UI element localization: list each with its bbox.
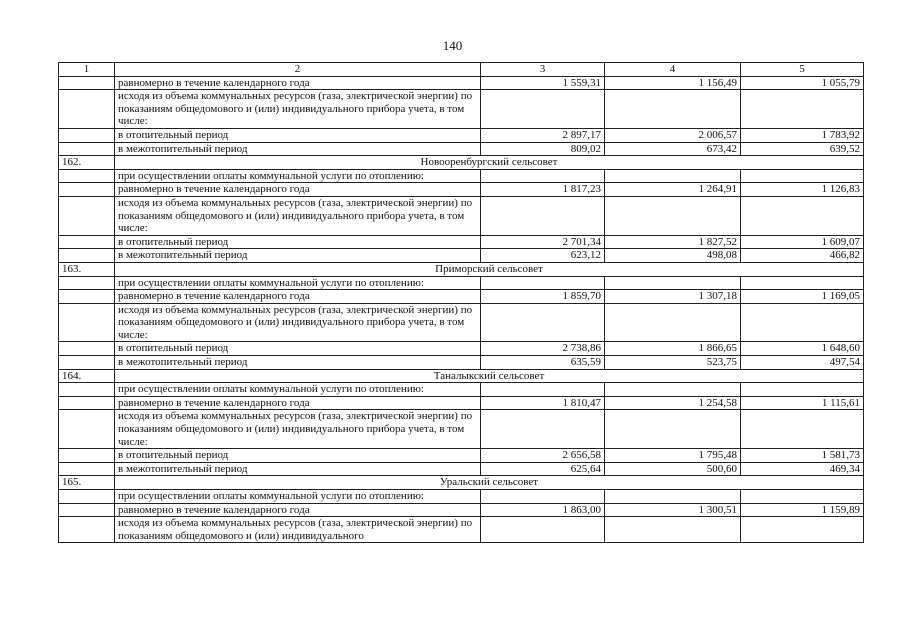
- table-row: [59, 410, 864, 449]
- value-cell: 1 156,49: [605, 76, 741, 90]
- section-title: Новооренбургский сельсовет: [115, 156, 864, 170]
- table-row: [59, 303, 864, 342]
- label-cell: в отопительный период: [115, 235, 481, 249]
- number-cell: [59, 303, 115, 342]
- number-cell: [59, 128, 115, 142]
- label-cell: исходя из объема коммунальных ресурсов (газа, электрической энергии) по показаниям общедомового и (или) индивидуального прибора учета, в том числе:: [115, 196, 481, 235]
- value-cell: [481, 169, 605, 183]
- label-cell: в межотопительный период: [115, 356, 481, 370]
- table-row: [59, 90, 864, 129]
- number-cell: [59, 449, 115, 463]
- value-cell: 1 827,52: [605, 235, 741, 249]
- label-cell: исходя из объема коммунальных ресурсов (газа, электрической энергии) по показаниям общедомового и (или) индивидуального прибора учета, в том числе:: [115, 303, 481, 342]
- section-header-row: [59, 369, 864, 383]
- number-cell: [59, 90, 115, 129]
- section-header-row: [59, 262, 864, 276]
- value-cell: 2 656,58: [481, 449, 605, 463]
- column-header: 1: [59, 63, 115, 77]
- value-cell: 1 159,89: [741, 503, 864, 517]
- value-cell: [741, 490, 864, 504]
- table-row: [59, 356, 864, 370]
- value-cell: 1 307,18: [605, 290, 741, 304]
- column-header: 2: [115, 63, 481, 77]
- table-row: [59, 503, 864, 517]
- value-cell: 625,64: [481, 462, 605, 476]
- label-cell: в отопительный период: [115, 128, 481, 142]
- number-cell: [59, 462, 115, 476]
- tariff-table: [58, 62, 864, 543]
- number-cell: [59, 196, 115, 235]
- number-cell: [59, 183, 115, 197]
- label-cell: исходя из объема коммунальных ресурсов (газа, электрической энергии) по показаниям общедомового и (или) индивидуального прибора учета, в том числе:: [115, 410, 481, 449]
- value-cell: 1 783,92: [741, 128, 864, 142]
- value-cell: 1 810,47: [481, 396, 605, 410]
- value-cell: [605, 517, 741, 543]
- section-title: Уральский сельсовет: [115, 476, 864, 490]
- number-cell: [59, 517, 115, 543]
- section-title: Приморский сельсовет: [115, 262, 864, 276]
- value-cell: [605, 276, 741, 290]
- value-cell: [741, 517, 864, 543]
- value-cell: 2 897,17: [481, 128, 605, 142]
- value-cell: [605, 90, 741, 129]
- table-row: [59, 276, 864, 290]
- label-cell: при осуществлении оплаты коммунальной услуги по отоплению:: [115, 169, 481, 183]
- column-header: 3: [481, 63, 605, 77]
- number-cell: [59, 503, 115, 517]
- value-cell: 639,52: [741, 142, 864, 156]
- label-cell: в межотопительный период: [115, 249, 481, 263]
- label-cell: в отопительный период: [115, 342, 481, 356]
- label-cell: исходя из объема коммунальных ресурсов (газа, электрической энергии) по показаниям общедомового и (или) индивидуального прибора учета, в том числе:: [115, 90, 481, 129]
- table-row: [59, 396, 864, 410]
- value-cell: [481, 517, 605, 543]
- table-row: [59, 290, 864, 304]
- label-cell: равномерно в течение календарного года: [115, 290, 481, 304]
- section-number: 165.: [59, 476, 115, 490]
- section-header-row: [59, 476, 864, 490]
- page-number: 140: [442, 38, 463, 53]
- section-title: Таналыкский сельсовет: [115, 369, 864, 383]
- value-cell: 469,34: [741, 462, 864, 476]
- value-cell: 1 559,31: [481, 76, 605, 90]
- value-cell: [605, 383, 741, 397]
- number-cell: [59, 276, 115, 290]
- label-cell: равномерно в течение календарного года: [115, 396, 481, 410]
- value-cell: [741, 90, 864, 129]
- value-cell: 2 738,86: [481, 342, 605, 356]
- value-cell: 1 795,48: [605, 449, 741, 463]
- label-cell: исходя из объема коммунальных ресурсов (газа, электрической энергии) по показаниям общедомового и (или) индивидуального: [115, 517, 481, 543]
- table-row: [59, 183, 864, 197]
- table-row: [59, 128, 864, 142]
- value-cell: 1 300,51: [605, 503, 741, 517]
- value-cell: [741, 410, 864, 449]
- value-cell: [481, 383, 605, 397]
- table-row: [59, 342, 864, 356]
- number-cell: [59, 290, 115, 304]
- table-row: [59, 383, 864, 397]
- label-cell: при осуществлении оплаты коммунальной услуги по отоплению:: [115, 383, 481, 397]
- section-number: 162.: [59, 156, 115, 170]
- value-cell: 1 581,73: [741, 449, 864, 463]
- section-number: 163.: [59, 262, 115, 276]
- number-cell: [59, 169, 115, 183]
- column-header: 4: [605, 63, 741, 77]
- value-cell: [605, 169, 741, 183]
- value-cell: [741, 276, 864, 290]
- value-cell: 809,02: [481, 142, 605, 156]
- value-cell: 623,12: [481, 249, 605, 263]
- value-cell: [605, 490, 741, 504]
- value-cell: 1 859,70: [481, 290, 605, 304]
- value-cell: [605, 196, 741, 235]
- table-row: [59, 462, 864, 476]
- value-cell: 1 055,79: [741, 76, 864, 90]
- value-cell: 1 863,00: [481, 503, 605, 517]
- value-cell: 498,08: [605, 249, 741, 263]
- value-cell: [481, 276, 605, 290]
- value-cell: 497,54: [741, 356, 864, 370]
- value-cell: 1 169,05: [741, 290, 864, 304]
- table-row: [59, 169, 864, 183]
- table-row: [59, 517, 864, 543]
- label-cell: равномерно в течение календарного года: [115, 503, 481, 517]
- table-row: [59, 249, 864, 263]
- number-cell: [59, 356, 115, 370]
- label-cell: в межотопительный период: [115, 142, 481, 156]
- section-header-row: [59, 156, 864, 170]
- value-cell: 1 264,91: [605, 183, 741, 197]
- value-cell: 1 126,83: [741, 183, 864, 197]
- value-cell: [741, 303, 864, 342]
- value-cell: 1 648,60: [741, 342, 864, 356]
- value-cell: [605, 303, 741, 342]
- table-row: [59, 196, 864, 235]
- table-row: [59, 142, 864, 156]
- value-cell: [741, 196, 864, 235]
- number-cell: [59, 383, 115, 397]
- value-cell: [481, 90, 605, 129]
- value-cell: 1 609,07: [741, 235, 864, 249]
- section-number: 164.: [59, 369, 115, 383]
- value-cell: 1 866,65: [605, 342, 741, 356]
- value-cell: [741, 169, 864, 183]
- number-cell: [59, 76, 115, 90]
- value-cell: [741, 383, 864, 397]
- column-header: 5: [741, 63, 864, 77]
- label-cell: при осуществлении оплаты коммунальной услуги по отоплению:: [115, 490, 481, 504]
- value-cell: [481, 410, 605, 449]
- value-cell: 1 254,58: [605, 396, 741, 410]
- number-cell: [59, 235, 115, 249]
- label-cell: в межотопительный период: [115, 462, 481, 476]
- value-cell: [481, 303, 605, 342]
- value-cell: 500,60: [605, 462, 741, 476]
- table-row: [59, 76, 864, 90]
- value-cell: 2 701,34: [481, 235, 605, 249]
- value-cell: 673,42: [605, 142, 741, 156]
- value-cell: [605, 410, 741, 449]
- number-cell: [59, 490, 115, 504]
- value-cell: [481, 196, 605, 235]
- header-row: [59, 63, 864, 77]
- label-cell: в отопительный период: [115, 449, 481, 463]
- table-row: [59, 235, 864, 249]
- number-cell: [59, 249, 115, 263]
- number-cell: [59, 142, 115, 156]
- value-cell: 1 115,61: [741, 396, 864, 410]
- value-cell: 523,75: [605, 356, 741, 370]
- label-cell: при осуществлении оплаты коммунальной услуги по отоплению:: [115, 276, 481, 290]
- value-cell: 1 817,23: [481, 183, 605, 197]
- value-cell: 2 006,57: [605, 128, 741, 142]
- table-row: [59, 490, 864, 504]
- number-cell: [59, 342, 115, 356]
- label-cell: равномерно в течение календарного года: [115, 183, 481, 197]
- number-cell: [59, 396, 115, 410]
- value-cell: [481, 490, 605, 504]
- number-cell: [59, 410, 115, 449]
- value-cell: 635,59: [481, 356, 605, 370]
- value-cell: 466,82: [741, 249, 864, 263]
- table-row: [59, 449, 864, 463]
- label-cell: равномерно в течение календарного года: [115, 76, 481, 90]
